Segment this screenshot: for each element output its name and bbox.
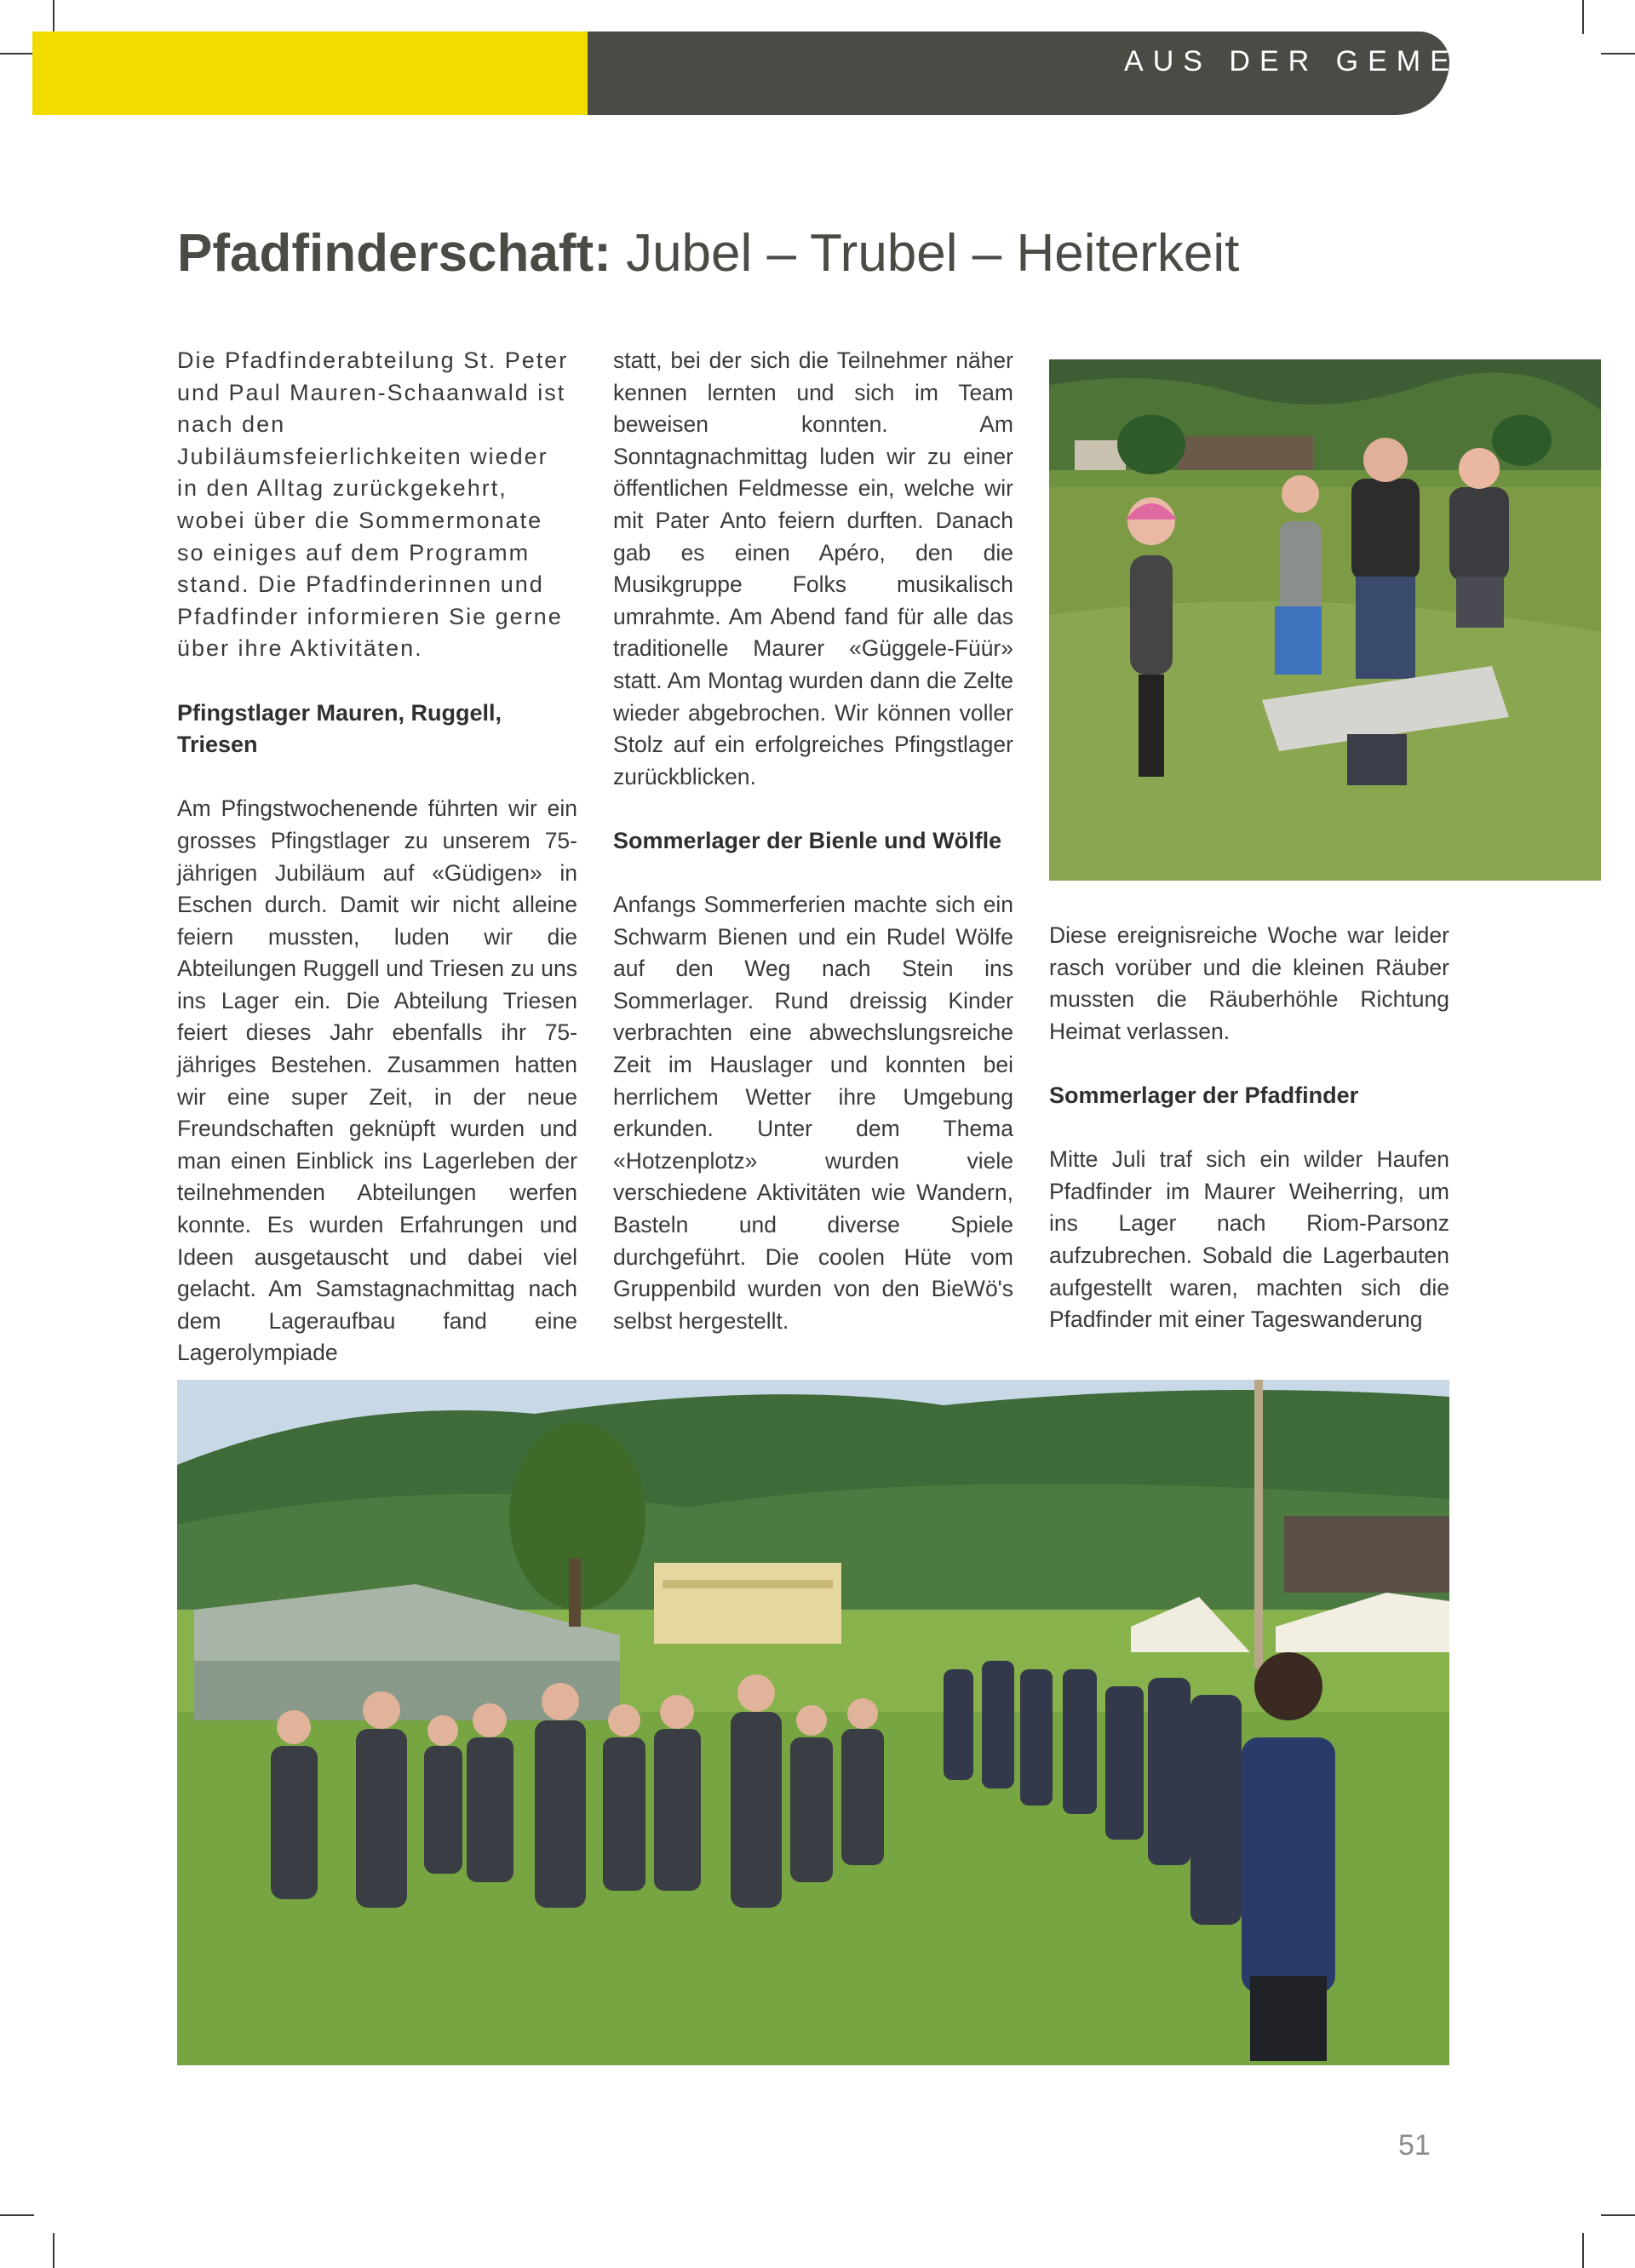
text-column-3 — [1049, 920, 1449, 1336]
text-column-1 — [177, 345, 577, 1369]
crop-mark — [1582, 0, 1584, 34]
page-number: 51 — [1398, 2129, 1431, 2162]
section-heading-pfingstlager: Pfingstlager Mauren, Ruggell, Triesen — [177, 699, 502, 758]
section-heading-bienle-woelfle: Sommerlager der Bienle und Wölfle — [613, 827, 1002, 853]
crop-mark — [0, 53, 34, 55]
paragraph-bienle-woelfle: Anfangs Sommerferien machte sich ein Schwarm Bienen und ein Rudel Wölfe auf den Weg nach Stein ins Sommerlager. Rund dreissig Kinder verbrachten eine abwechslungsreiche Zeit im Hauslager und konnten bei herrlichem Wetter ihre Umgebung erkunden. Unter dem Thema «Hotzenplotz» wurden viele verschiedene Aktivitäten wie Wandern, Basteln und diverse Spiele durchgeführt. Die coolen Hüte vom Gruppenbild wurden von den BieWö's selbst hergestellt. — [613, 892, 1013, 1334]
crop-mark — [1601, 2214, 1635, 2216]
text-column-2 — [613, 345, 1013, 1337]
paragraph-pfingstlager-b: statt, bei der sich die Teilnehmer näher kennen lernten und sich im Team beweisen konnten. Am Sonntagnachmittag luden wir zu einer öffentlichen Feldmesse ein, welche wir mit Pater Anto feiern durften. Danach gab es einen Apéro, den die Musikgruppe Folks musikalisch umrahmte. Am Abend fand für alle das traditionelle Maurer «Güggele-Füür» statt. Am Montag wurden dann die Zelte wieder abgebrochen. Wir können voller Stolz auf ein erfolgreiches Pfingstlager zurückblicken. — [613, 347, 1013, 789]
crop-mark — [1601, 53, 1635, 55]
paragraph-bienle-woelfle-tail: Diese ereignisreiche Woche war leider rasch vorüber und die kleinen Räuber mussten die Räuberhöhle Richtung Heimat verlassen. — [1049, 922, 1449, 1044]
header-yellow-bar — [32, 32, 588, 115]
section-label: AUS DER GEMEINDE — [1124, 45, 1565, 78]
intro-paragraph: Die Pfadfinderabteilung St. Peter und Paul Mauren-Schaanwald ist nach den Jubiläumsfeierlichkeiten wieder in den Alltag zurückgekehrt, wobei über die Sommermonate so einiges auf dem Programm stand. Die Pfadfinderinnen und Pfadfinder informieren Sie gerne über ihre Aktivitäten. — [177, 347, 569, 662]
paragraph-pfingstlager-a: Am Pfingstwochenende führten wir ein grosses Pfingstlager zu unserem 75-jährigen Jubiläum auf «Güdigen» in Eschen durch. Damit wir nicht alleine feiern mussten, luden wir die Abteilungen Ruggell und Triesen zu uns ins Lager ein. Die Abteilung Triesen feiert dieses Jahr ebenfalls ihr 75-jähriges Bestehen. Zusammen hatten wir eine super Zeit, in der neue Freundschaften geknüpft wurden und man einen Einblick ins Lagerleben der teilnehmenden Abteilungen werfen konnte. Es wurden Erfahrungen und Ideen ausgetauscht und dabei viel gelacht. Am Samstagnachmittag nach dem Lageraufbau fand eine Lagerolympiade — [177, 795, 577, 1366]
section-heading-pfadfinder: Sommerlager der Pfadfinder — [1049, 1082, 1359, 1108]
crop-mark — [0, 2214, 34, 2216]
crop-mark — [1582, 2233, 1584, 2268]
photo-game-image — [1049, 359, 1601, 881]
crop-mark — [53, 2233, 54, 2268]
photo-group-image — [177, 1380, 1449, 2065]
photo-game — [1049, 359, 1601, 881]
article-title-bold: Pfadfinderschaft: — [177, 224, 611, 283]
crop-mark — [53, 0, 54, 34]
photo-group — [177, 1380, 1449, 2065]
paragraph-pfadfinder: Mitte Juli traf sich ein wilder Haufen Pfadfinder im Maurer Weiherring, um ins Lager nach Riom-Parsonz aufzubrechen. Sobald die Lagerbauten aufgestellt waren, machten sich die Pfadfinder mit einer Tageswanderung — [1049, 1146, 1449, 1333]
article-title — [177, 223, 1239, 284]
article-title-rest: Jubel – Trubel – Heiterkeit — [611, 224, 1240, 283]
